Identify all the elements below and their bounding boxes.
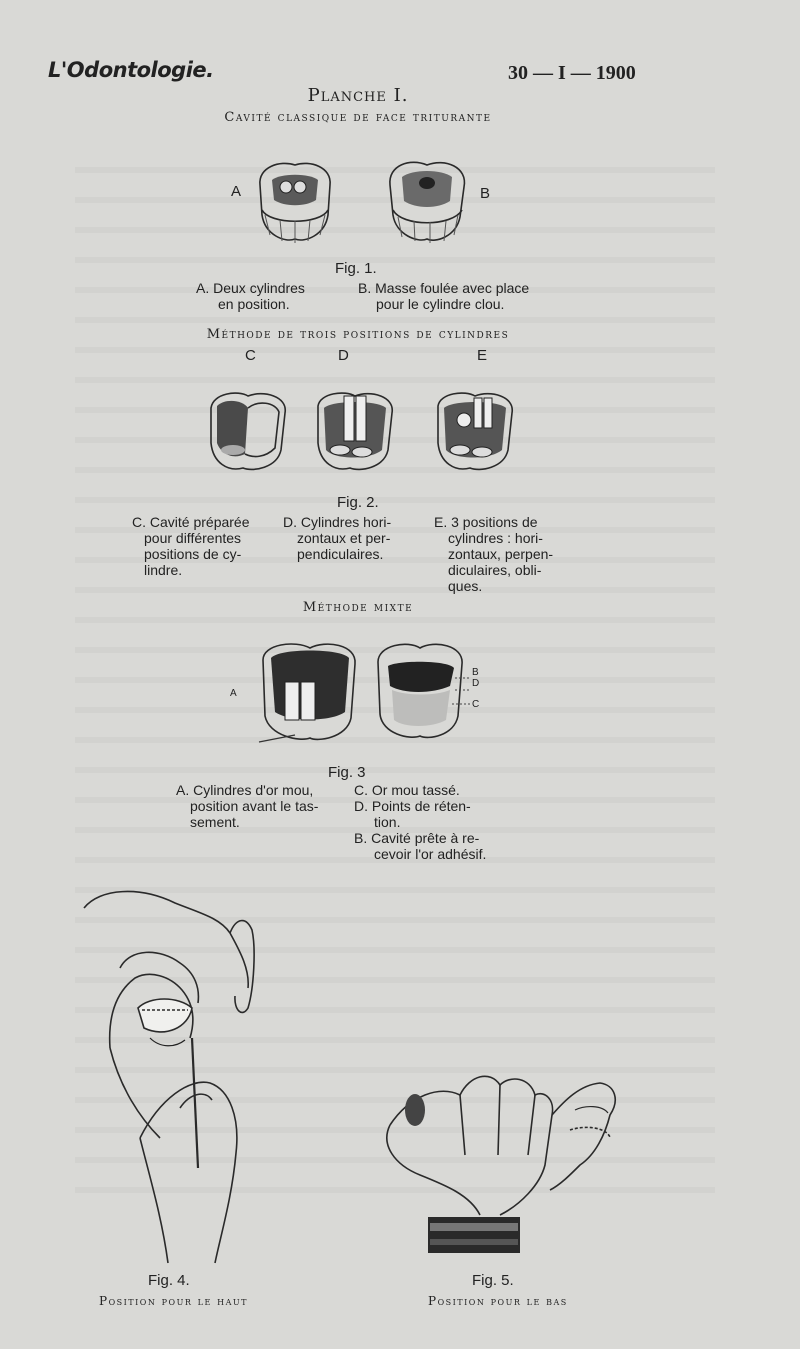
fig3-caption-left-line: sement. xyxy=(190,814,240,830)
fig2-caption-d-line: pendiculaires. xyxy=(297,546,384,562)
fig3-caption-right-line: B. Cavité prête à re- xyxy=(354,830,480,846)
fig3-caption-left-line: A. Cylindres d'or mou, xyxy=(176,782,314,798)
fig2-caption-d xyxy=(283,514,391,562)
fig5-caption: Position pour le bas xyxy=(428,1294,568,1308)
fig4-label: Fig. 4. xyxy=(148,1272,190,1289)
fig2-letter-d: D xyxy=(338,347,349,364)
fig3-marker-a xyxy=(230,688,237,699)
fig3-caption-right-line: C. Or mou tassé. xyxy=(354,782,460,798)
fig3-caption-left-line: position avant le tas- xyxy=(190,798,319,814)
fig2-caption-e-line: zontaux, perpen- xyxy=(448,546,554,562)
tooth-illustration-mixte-right xyxy=(370,640,470,740)
section-heading-methode-mixte: Méthode mixte xyxy=(302,600,414,615)
section-heading-cavite: Cavité classique de face triturante xyxy=(224,110,492,125)
fig3-marker-b: B xyxy=(472,667,479,678)
fig1-letter-a: A xyxy=(231,183,242,200)
tooth-illustration-c xyxy=(203,388,293,473)
fig3-markers-right xyxy=(472,667,479,710)
journal-title: L'Odontologie. xyxy=(48,58,214,82)
fig1-caption-a xyxy=(196,280,305,312)
fig1-caption-b xyxy=(358,280,529,312)
fig1-caption-a-line2: en position. xyxy=(218,296,290,312)
fig4-caption: Position pour le haut xyxy=(99,1294,248,1308)
issue-date: 30 — I — 1900 xyxy=(508,62,636,84)
fig2-caption-e-line: ques. xyxy=(448,578,483,594)
fig3-marker-a-text: A xyxy=(230,688,237,699)
tooth-illustration-mixte-left xyxy=(255,640,365,745)
fig2-caption-e-line: E. 3 positions de xyxy=(434,514,538,530)
illustration-position-bas xyxy=(370,1055,630,1265)
fig3-caption-right-line: tion. xyxy=(374,814,401,830)
tooth-illustration-a xyxy=(250,155,340,245)
fig1-letter-b: B xyxy=(480,185,491,202)
fig2-label: Fig. 2. xyxy=(337,494,379,511)
fig2-caption-c-line: positions de cy- xyxy=(144,546,242,562)
fig2-letter-e: E xyxy=(477,347,488,364)
fig1-caption-b-line1: B. Masse foulée avec place xyxy=(358,280,530,296)
section-heading-trois-positions: Méthode de trois positions de cylindres xyxy=(206,327,510,342)
fig3-marker-d: D xyxy=(472,678,480,689)
fig3-caption-left xyxy=(176,782,318,830)
fig2-caption-d-line: zontaux et per- xyxy=(297,530,391,546)
fig5-label: Fig. 5. xyxy=(472,1272,514,1289)
fig2-caption-e xyxy=(434,514,553,594)
fig3-label: Fig. 3 xyxy=(328,764,366,781)
fig2-caption-c xyxy=(132,514,250,578)
tooth-illustration-d xyxy=(310,388,400,473)
fig1-caption-a-line1: A. Deux cylindres xyxy=(196,280,305,296)
tooth-illustration-b xyxy=(380,155,475,245)
fig2-caption-c-line: C. Cavité préparée xyxy=(132,514,250,530)
tooth-illustration-e xyxy=(430,388,520,473)
fig3-caption-right-line: D. Points de réten- xyxy=(354,798,471,814)
plate-title: Planche I. xyxy=(307,85,409,106)
illustration-position-haut xyxy=(80,878,280,1268)
fig1-label: Fig. 1. xyxy=(335,260,377,277)
fig2-caption-e-line: cylindres : hori- xyxy=(448,530,543,546)
fig2-caption-e-line: diculaires, obli- xyxy=(448,562,542,578)
fig2-letter-c: C xyxy=(245,347,256,364)
fig2-caption-d-line: D. Cylindres hori- xyxy=(283,514,392,530)
fig2-caption-c-line: pour différentes xyxy=(144,530,242,546)
fig1-caption-b-line2: pour le cylindre clou. xyxy=(376,296,505,312)
fig3-marker-c: C xyxy=(472,699,480,710)
fig2-caption-c-line: lindre. xyxy=(144,562,183,578)
fig3-caption-right xyxy=(354,782,486,862)
fig3-caption-right-line: cevoir l'or adhésif. xyxy=(374,846,487,862)
